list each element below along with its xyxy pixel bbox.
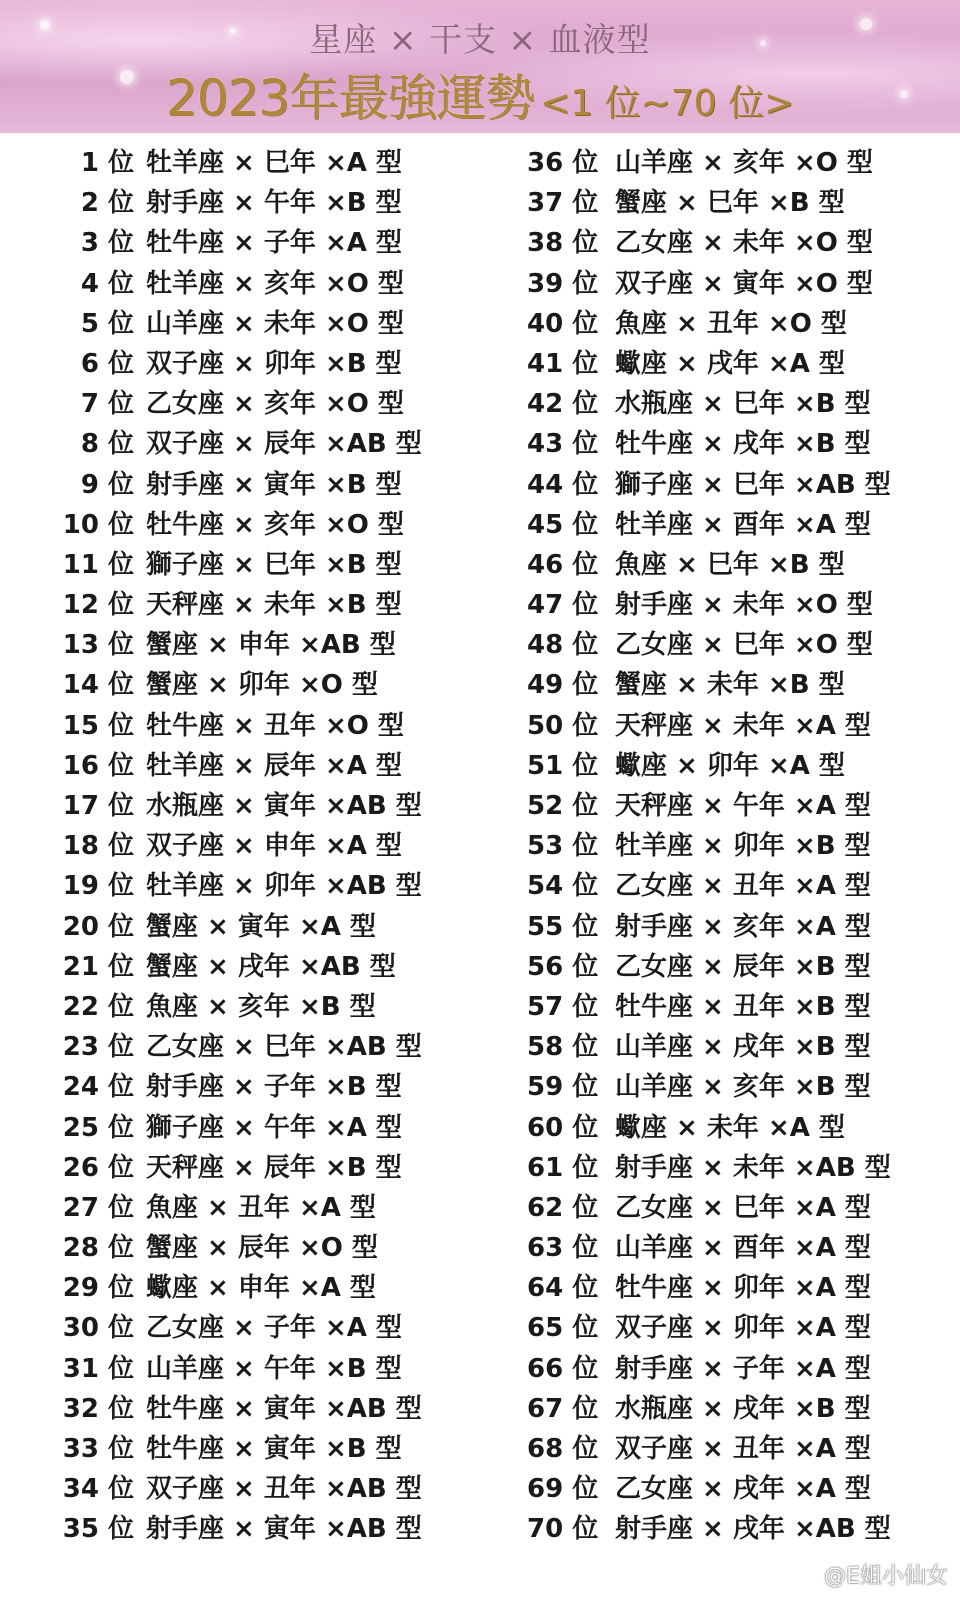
rank-label: 17 位 bbox=[62, 791, 134, 821]
rank-label: 21 位 bbox=[62, 951, 134, 982]
combo-text: 蟹座 × 巳年 ×B 型 bbox=[615, 188, 845, 219]
rank-label: 43 位 bbox=[527, 429, 599, 460]
ranking-row bbox=[527, 746, 891, 786]
combo-text: 天秤座 × 午年 ×A 型 bbox=[615, 791, 871, 821]
rank-label: 2 位 bbox=[80, 188, 134, 219]
rank-label: 62 位 bbox=[527, 1192, 599, 1223]
rank-label: 7 位 bbox=[80, 389, 134, 420]
combo-text: 蟹座 × 卯年 ×O 型 bbox=[146, 670, 378, 701]
combo-text: 天秤座 × 未年 ×A 型 bbox=[615, 710, 871, 741]
header-subtitle: 星座 × 干支 × 血液型 bbox=[309, 20, 651, 59]
ranking-row bbox=[56, 1067, 422, 1107]
ranking-row bbox=[56, 143, 422, 183]
combo-text: 蠍座 × 申年 ×A 型 bbox=[146, 1273, 376, 1304]
combo-text: 牡羊座 × 酉年 ×A 型 bbox=[615, 509, 871, 540]
ranking-row bbox=[56, 706, 422, 746]
rank-label: 16 位 bbox=[62, 750, 134, 781]
ranking-row bbox=[527, 947, 891, 987]
combo-text: 山羊座 × 未年 ×O 型 bbox=[146, 308, 404, 339]
ranking-row bbox=[527, 183, 891, 223]
rank-label: 48 位 bbox=[527, 630, 599, 661]
ranking-row bbox=[56, 1429, 422, 1469]
combo-text: 牡牛座 × 亥年 ×O 型 bbox=[146, 509, 404, 540]
combo-text: 魚座 × 丑年 ×A 型 bbox=[146, 1192, 376, 1223]
rank-label: 58 位 bbox=[527, 1032, 599, 1063]
page-title: 2023年最強運勢 bbox=[165, 69, 535, 127]
combo-text: 牡牛座 × 丑年 ×O 型 bbox=[146, 710, 404, 741]
combo-text: 山羊座 × 亥年 ×O 型 bbox=[615, 148, 873, 178]
rank-label: 57 位 bbox=[527, 991, 599, 1022]
header-title-line bbox=[0, 58, 960, 130]
rank-label: 1 位 bbox=[80, 148, 134, 178]
rank-label: 61 位 bbox=[527, 1152, 599, 1183]
combo-text: 蠍座 × 卯年 ×A 型 bbox=[615, 750, 845, 781]
ranking-row bbox=[527, 1389, 891, 1429]
combo-text: 牡牛座 × 戌年 ×B 型 bbox=[615, 429, 871, 460]
rank-label: 49 位 bbox=[527, 670, 599, 701]
ranking-row bbox=[527, 465, 891, 505]
ranking-row bbox=[527, 545, 891, 585]
ranking-row bbox=[527, 223, 891, 263]
combo-text: 水瓶座 × 寅年 ×AB 型 bbox=[146, 791, 422, 821]
ranking-row bbox=[527, 625, 891, 665]
combo-text: 双子座 × 申年 ×A 型 bbox=[146, 831, 402, 862]
ranking-row bbox=[527, 1469, 891, 1509]
combo-text: 魚座 × 巳年 ×B 型 bbox=[615, 549, 845, 580]
ranking-row bbox=[56, 947, 422, 987]
ranking-row bbox=[527, 264, 891, 304]
combo-text: 牡羊座 × 卯年 ×AB 型 bbox=[146, 871, 422, 902]
rank-label: 5 位 bbox=[80, 308, 134, 339]
rank-label: 37 位 bbox=[527, 188, 599, 219]
combo-text: 蠍座 × 未年 ×A 型 bbox=[615, 1112, 845, 1143]
ranking-row bbox=[56, 304, 422, 344]
ranking-row bbox=[527, 304, 891, 344]
combo-text: 牡羊座 × 亥年 ×O 型 bbox=[146, 268, 404, 299]
ranking-row bbox=[56, 384, 422, 424]
rank-label: 6 位 bbox=[80, 348, 134, 379]
ranking-row bbox=[527, 987, 891, 1027]
rank-label: 11 位 bbox=[62, 549, 134, 580]
rank-label: 41 位 bbox=[527, 348, 599, 379]
ranking-row bbox=[527, 1108, 891, 1148]
rank-label: 51 位 bbox=[527, 750, 599, 781]
combo-text: 射手座 × 午年 ×B 型 bbox=[146, 188, 402, 219]
rank-label: 26 位 bbox=[62, 1152, 134, 1183]
combo-text: 獅子座 × 巳年 ×B 型 bbox=[146, 549, 402, 580]
ranking-row bbox=[56, 223, 422, 263]
combo-text: 蟹座 × 戌年 ×AB 型 bbox=[146, 951, 396, 982]
combo-text: 射手座 × 戌年 ×AB 型 bbox=[615, 1514, 891, 1545]
combo-text: 牡牛座 × 寅年 ×AB 型 bbox=[146, 1393, 422, 1424]
rank-label: 4 位 bbox=[80, 268, 134, 299]
ranking-row bbox=[527, 866, 891, 906]
watermark-text: @E姐小仙女 bbox=[824, 1564, 948, 1589]
combo-text: 乙女座 × 戌年 ×A 型 bbox=[615, 1474, 871, 1505]
rank-label: 35 位 bbox=[62, 1514, 134, 1545]
combo-text: 牡牛座 × 丑年 ×B 型 bbox=[615, 991, 871, 1022]
combo-text: 水瓶座 × 戌年 ×B 型 bbox=[615, 1393, 871, 1424]
combo-text: 魚座 × 亥年 ×B 型 bbox=[146, 991, 376, 1022]
combo-text: 双子座 × 辰年 ×AB 型 bbox=[146, 429, 422, 460]
ranking-row bbox=[56, 1509, 422, 1549]
ranking-row bbox=[56, 1268, 422, 1308]
rank-label: 10 位 bbox=[62, 509, 134, 540]
ranking-row bbox=[56, 585, 422, 625]
rank-label: 20 位 bbox=[62, 911, 134, 942]
ranking-row bbox=[56, 1308, 422, 1348]
ranking-row bbox=[56, 746, 422, 786]
rank-label: 14 位 bbox=[62, 670, 134, 701]
ranking-row bbox=[56, 183, 422, 223]
combo-text: 牡羊座 × 卯年 ×B 型 bbox=[615, 831, 871, 862]
rank-label: 67 位 bbox=[527, 1393, 599, 1424]
ranking-row bbox=[527, 1349, 891, 1389]
combo-text: 乙女座 × 亥年 ×O 型 bbox=[146, 389, 404, 420]
ranking-row bbox=[527, 384, 891, 424]
ranking-row bbox=[56, 264, 422, 304]
combo-text: 乙女座 × 辰年 ×B 型 bbox=[615, 951, 871, 982]
rank-label: 32 位 bbox=[62, 1393, 134, 1424]
ranking-row bbox=[527, 505, 891, 545]
ranking-row bbox=[56, 1389, 422, 1429]
rank-label: 27 位 bbox=[62, 1192, 134, 1223]
ranking-row bbox=[527, 1509, 891, 1549]
ranking-row bbox=[56, 545, 422, 585]
rank-label: 25 位 bbox=[62, 1112, 134, 1143]
combo-text: 射手座 × 子年 ×B 型 bbox=[146, 1072, 402, 1103]
rank-label: 13 位 bbox=[62, 630, 134, 661]
ranking-row bbox=[527, 1268, 891, 1308]
combo-text: 射手座 × 寅年 ×AB 型 bbox=[146, 1514, 422, 1545]
ranking-row bbox=[56, 505, 422, 545]
combo-text: 双子座 × 卯年 ×B 型 bbox=[146, 348, 402, 379]
rank-label: 55 位 bbox=[527, 911, 599, 942]
ranking-row bbox=[527, 1308, 891, 1348]
rank-label: 65 位 bbox=[527, 1313, 599, 1344]
rank-label: 66 位 bbox=[527, 1353, 599, 1384]
combo-text: 射手座 × 寅年 ×B 型 bbox=[146, 469, 402, 500]
ranking-row bbox=[56, 465, 422, 505]
rank-label: 29 位 bbox=[62, 1273, 134, 1304]
combo-text: 牡羊座 × 巳年 ×A 型 bbox=[146, 148, 402, 178]
combo-text: 牡羊座 × 辰年 ×A 型 bbox=[146, 750, 402, 781]
ranking-row bbox=[56, 1469, 422, 1509]
combo-text: 魚座 × 丑年 ×O 型 bbox=[615, 308, 847, 339]
ranking-row bbox=[56, 1349, 422, 1389]
combo-text: 蟹座 × 辰年 ×O 型 bbox=[146, 1233, 378, 1264]
rank-label: 12 位 bbox=[62, 590, 134, 621]
combo-text: 双子座 × 丑年 ×A 型 bbox=[615, 1434, 871, 1464]
ranking-list-left bbox=[56, 143, 422, 1550]
combo-text: 蠍座 × 戌年 ×A 型 bbox=[615, 348, 845, 379]
rank-label: 42 位 bbox=[527, 389, 599, 420]
rank-label: 69 位 bbox=[527, 1474, 599, 1505]
rank-label: 36 位 bbox=[527, 148, 599, 178]
ranking-row bbox=[56, 625, 422, 665]
ranking-row bbox=[56, 907, 422, 947]
rank-label: 50 位 bbox=[527, 710, 599, 741]
ranking-row bbox=[56, 866, 422, 906]
ranking-row bbox=[56, 665, 422, 705]
rank-label: 63 位 bbox=[527, 1233, 599, 1264]
combo-text: 水瓶座 × 巳年 ×B 型 bbox=[615, 389, 871, 420]
combo-text: 双子座 × 卯年 ×A 型 bbox=[615, 1313, 871, 1344]
rank-label: 24 位 bbox=[62, 1072, 134, 1103]
rank-label: 52 位 bbox=[527, 791, 599, 821]
ranking-row bbox=[527, 786, 891, 826]
rank-label: 33 位 bbox=[62, 1434, 134, 1464]
ranking-row bbox=[527, 1429, 891, 1469]
combo-text: 乙女座 × 未年 ×O 型 bbox=[615, 228, 873, 259]
combo-text: 獅子座 × 巳年 ×AB 型 bbox=[615, 469, 891, 500]
ranking-row bbox=[527, 826, 891, 866]
rank-label: 54 位 bbox=[527, 871, 599, 902]
rank-label: 68 位 bbox=[527, 1434, 599, 1464]
rank-label: 59 位 bbox=[527, 1072, 599, 1103]
rank-label: 64 位 bbox=[527, 1273, 599, 1304]
ranking-row bbox=[56, 1027, 422, 1067]
rank-label: 22 位 bbox=[62, 991, 134, 1022]
ranking-row bbox=[527, 1067, 891, 1107]
watermark bbox=[794, 1559, 948, 1590]
rank-label: 30 位 bbox=[62, 1313, 134, 1344]
ranking-row bbox=[527, 706, 891, 746]
ranking-row bbox=[527, 344, 891, 384]
combo-text: 双子座 × 寅年 ×O 型 bbox=[615, 268, 873, 299]
rank-label: 18 位 bbox=[62, 831, 134, 862]
ranking-list-right bbox=[527, 143, 891, 1550]
combo-text: 射手座 × 亥年 ×A 型 bbox=[615, 911, 871, 942]
rank-label: 39 位 bbox=[527, 268, 599, 299]
rank-label: 15 位 bbox=[62, 710, 134, 741]
combo-text: 乙女座 × 巳年 ×A 型 bbox=[615, 1192, 871, 1223]
ranking-row bbox=[527, 1228, 891, 1268]
rank-label: 23 位 bbox=[62, 1032, 134, 1063]
combo-text: 射手座 × 未年 ×O 型 bbox=[615, 590, 873, 621]
combo-text: 獅子座 × 午年 ×A 型 bbox=[146, 1112, 402, 1143]
combo-text: 射手座 × 子年 ×A 型 bbox=[615, 1353, 871, 1384]
combo-text: 射手座 × 未年 ×AB 型 bbox=[615, 1152, 891, 1183]
rank-label: 60 位 bbox=[527, 1112, 599, 1143]
rank-label: 44 位 bbox=[527, 469, 599, 500]
ranking-row bbox=[527, 1188, 891, 1228]
ranking-row bbox=[56, 1108, 422, 1148]
combo-text: 山羊座 × 戌年 ×B 型 bbox=[615, 1032, 871, 1063]
combo-text: 山羊座 × 酉年 ×A 型 bbox=[615, 1233, 871, 1264]
rank-label: 53 位 bbox=[527, 831, 599, 862]
combo-text: 乙女座 × 巳年 ×AB 型 bbox=[146, 1032, 422, 1063]
ranking-row bbox=[56, 1228, 422, 1268]
rank-label: 45 位 bbox=[527, 509, 599, 540]
rank-label: 34 位 bbox=[62, 1474, 134, 1505]
combo-text: 乙女座 × 丑年 ×A 型 bbox=[615, 871, 871, 902]
header-banner bbox=[0, 0, 960, 133]
combo-text: 牡牛座 × 卯年 ×A 型 bbox=[615, 1273, 871, 1304]
combo-text: 天秤座 × 未年 ×B 型 bbox=[146, 590, 402, 621]
rank-label: 3 位 bbox=[80, 228, 134, 259]
ranking-row bbox=[527, 424, 891, 464]
rank-label: 31 位 bbox=[62, 1353, 134, 1384]
ranking-row bbox=[56, 1148, 422, 1188]
combo-text: 山羊座 × 亥年 ×B 型 bbox=[615, 1072, 871, 1103]
combo-text: 蟹座 × 寅年 ×A 型 bbox=[146, 911, 376, 942]
combo-text: 乙女座 × 巳年 ×O 型 bbox=[615, 630, 873, 661]
rank-label: 19 位 bbox=[62, 871, 134, 902]
combo-text: 双子座 × 丑年 ×AB 型 bbox=[146, 1474, 422, 1505]
combo-text: 牡牛座 × 子年 ×A 型 bbox=[146, 228, 402, 259]
ranking-row bbox=[527, 585, 891, 625]
ranking-row bbox=[527, 143, 891, 183]
combo-text: 山羊座 × 午年 ×B 型 bbox=[146, 1353, 402, 1384]
ranking-row bbox=[527, 1027, 891, 1067]
rank-label: 70 位 bbox=[527, 1514, 599, 1545]
ranking-row bbox=[527, 665, 891, 705]
ranking-row bbox=[56, 786, 422, 826]
title-range: <1 位~70 位> bbox=[540, 83, 795, 124]
ranking-row bbox=[56, 344, 422, 384]
ranking-row bbox=[56, 826, 422, 866]
rank-label: 46 位 bbox=[527, 549, 599, 580]
combo-text: 乙女座 × 子年 ×A 型 bbox=[146, 1313, 402, 1344]
ranking-row bbox=[56, 1188, 422, 1228]
rank-label: 40 位 bbox=[527, 308, 599, 339]
rank-label: 9 位 bbox=[80, 469, 134, 500]
combo-text: 天秤座 × 辰年 ×B 型 bbox=[146, 1152, 402, 1183]
weibo-icon bbox=[794, 1566, 820, 1586]
combo-text: 蟹座 × 未年 ×B 型 bbox=[615, 670, 845, 701]
ranking-row bbox=[527, 1148, 891, 1188]
rank-label: 38 位 bbox=[527, 228, 599, 259]
combo-text: 牡牛座 × 寅年 ×B 型 bbox=[146, 1434, 402, 1464]
rank-label: 8 位 bbox=[80, 429, 134, 460]
rank-label: 28 位 bbox=[62, 1233, 134, 1264]
ranking-row bbox=[56, 424, 422, 464]
ranking-row bbox=[527, 907, 891, 947]
combo-text: 蟹座 × 申年 ×AB 型 bbox=[146, 630, 396, 661]
ranking-row bbox=[56, 987, 422, 1027]
rank-label: 47 位 bbox=[527, 590, 599, 621]
rank-label: 56 位 bbox=[527, 951, 599, 982]
